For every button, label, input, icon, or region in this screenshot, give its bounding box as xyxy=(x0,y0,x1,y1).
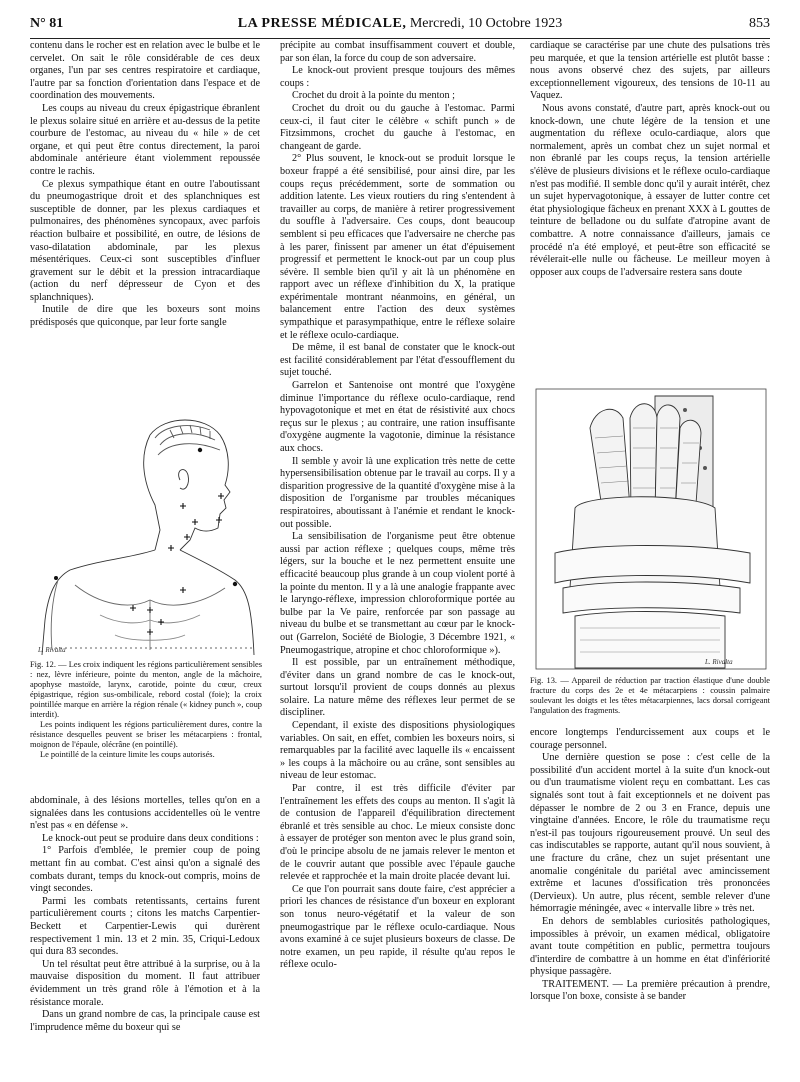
paragraph: Crochet du droit à la pointe du menton ; xyxy=(292,90,455,102)
paragraph: En dehors de semblables curiosités pathologiques, impossibles à prévoir, un examen médical, obligatoire avant toute compétition en public, permettra toujours d'interdire de combattre à un homme en état d'infériorité physique passagère. xyxy=(530,915,770,978)
figure-13-caption: Fig. 13. — Appareil de réduction par traction élastique d'une double fracture du corps des 2e et 4e métacarpiens : coussin palmaire soulevant les doigts et les têtes métacarpiennes, lacs dorsal corrigeant l'angulation des fragments. xyxy=(530,676,770,715)
page-header xyxy=(30,14,770,39)
column-3-top xyxy=(530,40,770,279)
paragraph: Crochet du droit ou du gauche à l'estomac. Parmi ceux-ci, il faut citer le célèbre « schift punch » de Fitzsimmons, crochet du gauche à l'estomac, en changeant de garde. xyxy=(280,102,515,152)
paragraph: Cependant, il existe des dispositions physiologiques variables. On sait, en effet, combien les boxeurs noirs, si remarquables par la facilité avec laquelle ils « encaissent » les coups à la mâchoire ou au crâne, sont sensibles au niveau de leur estomac. xyxy=(280,720,515,782)
paragraph: cardiaque se caractérise par une chute des pulsations très peu marquée, et que la tension artérielle est plutôt basse : nous avons observé chez des sujets, par ailleurs exceptionnellement vigoureux, des tensions de 10-11 au Vaquez. xyxy=(530,40,770,102)
figure-12-torso-illustration xyxy=(30,410,262,655)
issue-date: Mercredi, 10 Octobre 1923 xyxy=(406,16,563,31)
paragraph: Un tel résultat peut être attribué à la surprise, ou à la mauvaise disposition du moment. Il faut attribuer évidemment un très grand rôle à l'émotion et à la résistance morale. xyxy=(30,958,260,1008)
paragraph: De même, il est banal de constater que le knock-out est facilité considérablement par l'état d'essoufflement du sujet touché. xyxy=(280,342,515,379)
paragraph: Il semble y avoir là une explication très nette de cette hypersensibilisation obtenue par le travail au corps. Il y a disparition progressive de la quantité d'oxygène mise à la disposition de l'organisme par troubles mécaniques respiratoires, aboutissant à l'anémie et rendant le knock-out possible. xyxy=(280,455,515,530)
paragraph: Une dernière question se pose : c'est celle de la possibilité d'un accident mortel à la suite d'un knock-out ou d'un traumatisme violent reçu en combattant. Les cas signalés sont tout à fait exceptionnels et ne doivent pas dépasser le nombre de 2 ou 3 en France, depuis une vingtaine d'années. Encore, le rôle du traumatisme reçu n'est-il pas toujours rigoureusement prouvé. Un seul des cas indiscutables se rapporte, autant qu'il nous souvient, à une fracture du crâne, chez un sujet présentant une anomalie congénitale du pariétal avec amincissement extrême et lacunes d'ossification très prononcées (Dervieux). Un autre, plus récent, semble relever d'une hémorragie méningée, avec « intervalle libre » très net. xyxy=(530,752,770,915)
paragraph: Les coups au niveau du creux épigastrique ébranlent le plexus solaire situé en arrière et au-dessus de la petite courbure de l'estomac, au niveau du « hile » de cet organe, et qui peut être contus directement, la paroi abdominale antérieure étant violemment repoussée contre le rachis. xyxy=(30,102,260,177)
paragraph: TRAITEMENT. — La première précaution à prendre, lorsque l'on boxe, consiste à se bander xyxy=(530,978,770,1003)
paragraph: Il est possible, par un entraînement méthodique, d'éviter dans un grand nombre de cas le knock-out, surtout lorsqu'il provient de coups donnés au plexus solaire. La nature même des réflexes leur permet de se discipliner. xyxy=(280,657,515,719)
paragraph: 1° Parfois d'emblée, le premier coup de poing mettant fin au combat. C'est ainsi qu'on a signalé des combats durant, temps du knock-out compris, moins de vingt secondes. xyxy=(30,845,260,895)
illustrator-signature: L. Rivalta xyxy=(705,658,733,666)
paragraph: Le knock-out peut se produire dans deux conditions : xyxy=(42,832,259,844)
paragraph: contenu dans le rocher est en relation avec le bulbe et le cervelet. On sait le rôle considérable de ces deux organes, l'un par ses centres respiratoire et cardiaque, l'autre par sa fonction d'orientation dans l'espace et de coordination des mouvements. xyxy=(30,40,260,102)
paragraph: Ce que l'on pourrait sans doute faire, c'est apprécier a priori les chances de résistance d'un boxeur en explorant son tonus neuro-végétatif et la valeur de son pneumogastrique par le réflexe oculo-cardiaque. Nous avons examiné à ce sujet plusieurs boxeurs de classe. De notre examen, un peu rapide, il résulte qu'au repos le réflexe oculo- xyxy=(280,883,515,971)
sensitive-region-crosses xyxy=(130,493,224,635)
column-3-bottom xyxy=(530,727,770,1004)
paragraph: Dans un grand nombre de cas, la principale cause est l'imprudence même du boxeur qui se xyxy=(30,1009,260,1033)
paragraph: Par contre, il est très difficile d'éviter par l'entraînement les effets des coups au menton. Il s'agit là de contusion de l'appareil d'équilibration directement ébranlé et très sensible au choc. Le mieux consiste donc à essayer de protéger son menton avec le plus grand soin, d'où le principe absolu de ne jamais relever le menton et de le couvrir autant que possible avec l'épaule gauche relevée et rapprochée et la main droite placée devant lui. xyxy=(280,783,515,883)
paragraph: Nous avons constaté, d'autre part, après knock-out ou knock-down, une chute légère de la tension et une augmentation du réflexe oculo-cardiaque, alors que normalement, après un combat chez un sujet normal et non ébranlé par les coups reçus, la tension artérielle s'élève de plusieurs divisions et le réflexe oculo-cardiaque n'est pas modifié. Il semble donc qu'il y aurait intérêt, chez un sujet hypervagotonique, à essayer de lutter contre cet état physiologique fâcheux en prenant XXX à L gouttes de teinture de belladone ou du sulfate d'atropine avant de combattre. A notre connaissance d'ailleurs, jamais ce procédé n'a été employé, et peut-être son efficacité se révélerait-elle nulle ou fâcheuse. Le meilleur moyen à opposer aux coups de l'adversaire restera sans doute xyxy=(530,102,770,278)
figure-12-caption xyxy=(30,660,262,760)
illustrator-signature: L. Rivalta xyxy=(38,646,66,654)
paragraph: Garrelon et Santenoise ont montré que l'oxygène diminue l'importance du réflexe oculo-cardiaque, rend hypovagotonique et met en état de résistivité aux chocs reçus sur le plexus ; au contraire, une ration insuffisante d'oxygène augmente la vagotonie, diminue la résistance aux chocs. xyxy=(280,380,515,454)
issue-number: N° 81 xyxy=(30,16,64,31)
paragraph: Parmi les combats retentissants, certains furent particulièrement courts ; citons les matchs Carpentier-Beckett et Carpentier-Lewis qui durèrent respectivement 1 min. 13 et 2 min. 35, Criqui-Ledoux qui dura 83 secondes. xyxy=(30,895,260,958)
caption-line: Les points indiquent les régions particulièrement dures, contre la résistance desquelles peuvent se briser les métacarpiens : frontal, moignon de l'épaule, olécrâne (en pointillé). xyxy=(30,720,262,749)
figure-13-hand-splint-illustration xyxy=(535,388,767,670)
journal-title xyxy=(30,16,770,32)
paragraph: 2° Plus souvent, le knock-out se produit lorsque le boxeur frappé a été sensibilisé, pour ainsi dire, par les coups reçus précédemment, sorte de sommation ou addition latente. Les vieux routiers du ring s'entendent à travailler au corps, de manière à retirer progressivement du souffle à l'adversaire. Ces coups, dont beaucoup semblent si peu efficaces que l'adversaire ne cherche pas à les parer, finissent par amener un état d'épuisement progressif et permettent le knock-out par un coup plus sévère. Il semble bien qu'il y ait là un phénomène en rapport avec un réflexe d'inhibition du X, la pratique expérimentale montrant néanmoins, en général, un balancement entre l'action des deux systèmes sympathique et parasympathique, entre le réflexe solaire et le réflexe oculo-cardiaque. xyxy=(280,153,515,341)
paragraph: Le knock-out provient presque toujours des mêmes coups : xyxy=(280,65,515,89)
page-number: 853 xyxy=(749,16,770,31)
journal-name: LA PRESSE MÉDICALE, xyxy=(237,16,407,31)
paragraph: encore longtemps l'endurcissement aux coups et le courage personnel. xyxy=(530,727,770,751)
caption-line: Le pointillé de la ceinture limite les coups autorisés. xyxy=(40,750,215,759)
caption-line: Fig. 12. — Les croix indiquent les régions particulièrement sensibles : nez, lèvre inférieure, pointe du menton, angle de la mâchoire, apophyse mastoïde, larynx, carotide, pointe du cœur, creux épigastrique, région sus-ombilicale, rebord costal (foie); la croix pointillée marque en arrière la région rénale (« kidney punch », coup interdit). xyxy=(30,660,262,719)
paragraph: Inutile de dire que les boxeurs sont moins prédisposés que quiconque, par leur forte sangle xyxy=(30,304,260,329)
paragraph: abdominale, à des lésions mortelles, telles qu'on en a signalées dans les contusions accidentelles où le ventre n'est pas « en défense ». xyxy=(30,795,260,832)
paragraph: précipite au combat insuffisamment couvert et double, par son élan, la force du coup de son adversaire. xyxy=(280,40,515,64)
paragraph: La sensibilisation de l'organisme peut être obtenue aussi par action réflexe ; quelques coups, même très légers, sur la bouche et le nez permettent ensuite une efficacité beaucoup plus grande à un coup violent porté à la pointe du menton. Il y a là une analogie frappante avec le laryngo-réflexe, impression chloroformique portée au bulbe par la Ve paire, renforcée par son passage au niveau du bulbe et se transmettant au cœur par le knock-out (Garrelon, Société de Biologie, 3 Décembre 1921, « Pneumogastrique, atropine et choc chloroformique »). xyxy=(280,531,515,656)
column-2 xyxy=(280,40,515,972)
column-1-top xyxy=(30,40,260,330)
column-1-bottom xyxy=(30,795,260,1034)
paragraph: Ce plexus sympathique étant en outre l'aboutissant du pneumogastrique droit et des splanchniques est susceptible de donner, par les plexus cardiaques et pulmonaires, des phénomènes syncopaux, avec parfois réaction bulbaire et possibilité, en outre, de lésions de vaso-dilatation abdominale, par les plexus mésentériques. Ceux-ci sont susceptibles d'influer gravement sur le débit et la pression intracardiaque (action du nerf dépresseur de Cyon et des splanchniques). xyxy=(30,178,260,303)
